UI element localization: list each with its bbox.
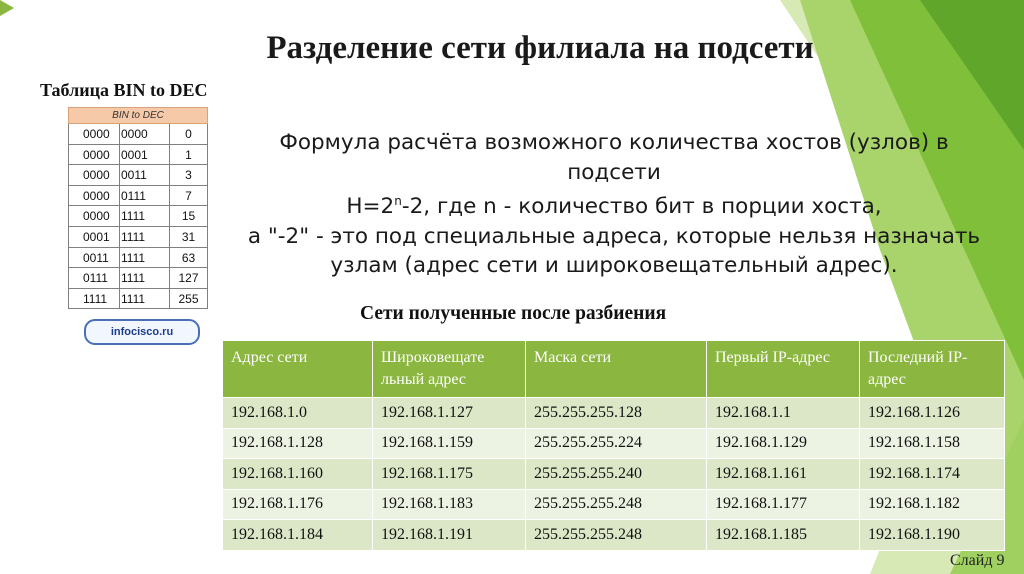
bin-table-header: BIN to DEC — [68, 107, 208, 124]
bin-table-row — [68, 268, 208, 289]
last-ip-cell: 192.168.1.190 — [860, 520, 1005, 551]
dec-value-cell: 15 — [170, 206, 208, 227]
col-header-mask: Маска сети — [526, 341, 707, 398]
infocisco-logo: infocisco.ru — [84, 319, 200, 345]
bin-value-cell — [68, 145, 170, 166]
bin-high-nibble: 1111 — [83, 291, 108, 306]
network-address-cell: 192.168.1.176 — [223, 489, 373, 520]
dec-value-cell: 127 — [170, 268, 208, 289]
table-row — [223, 398, 1005, 429]
broadcast-address-cell: 192.168.1.183 — [373, 489, 526, 520]
last-ip-cell: 192.168.1.174 — [860, 459, 1005, 490]
network-address-cell: 192.168.1.184 — [223, 520, 373, 551]
bin-value-cell — [68, 289, 170, 310]
first-ip-cell: 192.168.1.1 — [707, 398, 860, 429]
first-ip-cell: 192.168.1.185 — [707, 520, 860, 551]
bin-high-nibble: 0001 — [83, 229, 110, 244]
bin-high-nibble: 0000 — [83, 147, 110, 162]
bin-high-nibble: 0000 — [83, 127, 110, 141]
formula-line-3: а "-2" - это под специальные адреса, которые нельзя назначать — [247, 223, 981, 249]
subnet-mask-cell: 255.255.255.224 — [526, 428, 707, 459]
bin-low-nibble: 0111 — [121, 188, 146, 203]
first-ip-cell: 192.168.1.177 — [707, 489, 860, 520]
bin-low-nibble: 1111 — [121, 250, 146, 265]
formula-line-1: Формула расчёта возможного количества хостов (узлов) в подсети — [279, 130, 949, 185]
nibble-divider — [119, 227, 120, 247]
bin-low-nibble: 1111 — [121, 271, 146, 286]
bin-table-caption: Таблица BIN to DEC — [40, 80, 208, 100]
bin-table-row — [68, 248, 208, 269]
nibble-divider — [119, 268, 120, 288]
formula-line-4: узлам (адрес сети и широковещательный адрес). — [330, 253, 898, 279]
bin-table-row — [68, 227, 208, 248]
bin-table-row — [68, 186, 208, 207]
nibble-divider — [119, 206, 120, 226]
last-ip-cell: 192.168.1.126 — [860, 398, 1005, 429]
dec-value-cell: 31 — [170, 227, 208, 248]
first-ip-cell: 192.168.1.161 — [707, 459, 860, 490]
bin-table-row — [68, 124, 208, 145]
nibble-divider — [119, 145, 120, 165]
nibble-divider — [119, 165, 120, 185]
bin-high-nibble: 0111 — [83, 271, 108, 286]
subnet-mask-cell: 255.255.255.128 — [526, 398, 707, 429]
dec-value-cell: 7 — [170, 186, 208, 207]
bin-value-cell — [68, 124, 170, 145]
table-row — [223, 459, 1005, 490]
bin-table-row — [68, 145, 208, 166]
bin-to-dec-table — [68, 107, 208, 309]
nibble-divider — [119, 248, 120, 268]
bin-low-nibble: 0011 — [121, 168, 147, 183]
first-ip-cell: 192.168.1.129 — [707, 428, 860, 459]
broadcast-address-cell: 192.168.1.175 — [373, 459, 526, 490]
last-ip-cell: 192.168.1.182 — [860, 489, 1005, 520]
formula-line-2: $H=2^n-2$, где n - количество бит в порции хоста, — [346, 194, 882, 220]
col-header-last-ip: Последний IP-адрес — [860, 341, 1005, 398]
col-header-broadcast: Широковещате льный адрес — [373, 341, 526, 398]
subnets-table — [222, 340, 1005, 551]
broadcast-address-cell: 192.168.1.191 — [373, 520, 526, 551]
nibble-divider — [119, 124, 120, 144]
formula-text — [236, 128, 992, 281]
bin-value-cell — [68, 206, 170, 227]
table-row — [223, 520, 1005, 551]
bin-high-nibble: 0000 — [83, 168, 110, 183]
table-row — [223, 489, 1005, 520]
col-header-network: Адрес сети — [223, 341, 373, 398]
bin-low-nibble: 1111 — [121, 209, 146, 224]
nibble-divider — [119, 289, 120, 309]
network-address-cell: 192.168.1.160 — [223, 459, 373, 490]
dec-value-cell: 0 — [170, 124, 208, 145]
dec-value-cell: 63 — [170, 248, 208, 269]
bin-table-row — [68, 206, 208, 227]
broadcast-address-cell: 192.168.1.127 — [373, 398, 526, 429]
subnets-table-title: Сети полученные после разбиения — [360, 303, 667, 324]
network-address-cell: 192.168.1.128 — [223, 428, 373, 459]
bin-value-cell — [68, 268, 170, 289]
bin-low-nibble: 1111 — [121, 291, 146, 306]
dec-value-cell: 3 — [170, 165, 208, 186]
bin-value-cell — [68, 186, 170, 207]
nibble-divider — [119, 186, 120, 206]
dec-value-cell: 1 — [170, 145, 208, 166]
table-row — [223, 428, 1005, 459]
bin-low-nibble: 0001 — [121, 147, 148, 162]
bin-low-nibble: 0000 — [121, 127, 148, 141]
subnet-mask-cell: 255.255.255.248 — [526, 520, 707, 551]
bin-value-cell — [68, 165, 170, 186]
slide-number: Слайд 9 — [950, 552, 1005, 569]
subnet-mask-cell: 255.255.255.248 — [526, 489, 707, 520]
dec-value-cell: 255 — [170, 289, 208, 310]
bin-value-cell — [68, 248, 170, 269]
bin-table-row — [68, 165, 208, 186]
subnet-mask-cell: 255.255.255.240 — [526, 459, 707, 490]
bin-high-nibble: 0011 — [83, 250, 109, 265]
last-ip-cell: 192.168.1.158 — [860, 428, 1005, 459]
bin-low-nibble: 1111 — [121, 229, 146, 244]
bin-table-row — [68, 289, 208, 310]
broadcast-address-cell: 192.168.1.159 — [373, 428, 526, 459]
page-title: Разделение сети филиала на подсети — [266, 30, 814, 66]
bin-high-nibble: 0000 — [83, 209, 110, 224]
col-header-first-ip: Первый IP-адрес — [707, 341, 860, 398]
bin-high-nibble: 0000 — [83, 188, 110, 203]
network-address-cell: 192.168.1.0 — [223, 398, 373, 429]
bin-value-cell — [68, 227, 170, 248]
